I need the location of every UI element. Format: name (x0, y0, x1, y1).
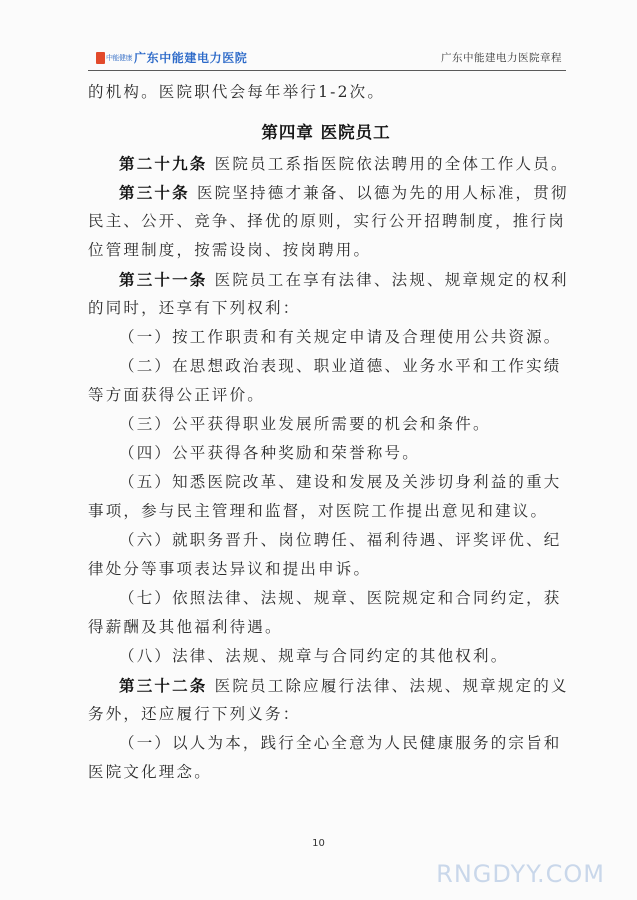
text-line (88, 584, 564, 613)
line-text: （五）知悉医院改革、建设和发展及关涉切身利益的重大 (119, 473, 562, 491)
text-line (88, 700, 564, 729)
line-text: 医院坚持德才兼备、以德为先的用人标准，贯彻 (189, 184, 569, 202)
logo-mark-icon: 中能健康 (96, 52, 126, 64)
text-line (88, 207, 564, 236)
line-text: （七）依照法律、法规、规章、医院规定和合同约定，获 (119, 589, 562, 607)
chapter-heading: 第四章 医院员工 (261, 123, 391, 142)
line-text: （三）公平获得职业发展所需要的机会和条件。 (119, 415, 491, 433)
line-text: 民主、公开、竞争、择优的原则，实行公开招聘制度，推行岗 (88, 212, 566, 230)
article-number: 第三十条 (119, 183, 190, 202)
line-text: 医院文化理念。 (88, 763, 212, 781)
line-text: 得薪酬及其他福利待遇。 (88, 618, 283, 636)
text-line (88, 236, 564, 265)
text-line (88, 294, 564, 323)
hospital-logo (96, 49, 247, 66)
document-body (88, 78, 569, 787)
text-line (88, 178, 569, 207)
line-text: 律处分等事项表达异议和提出申诉。 (88, 560, 372, 578)
line-text: 医院员工系指医院依法聘用的全体工作人员。 (207, 155, 569, 173)
text-line (88, 613, 564, 642)
line-text: （一）按工作职责和有关规定申请及合理使用公共资源。 (119, 328, 562, 346)
text-line (88, 78, 564, 107)
line-text: （八）法律、法规、规章与合同约定的其他权利。 (119, 647, 509, 665)
text-line (88, 323, 564, 352)
text-line (88, 439, 564, 468)
article-number: 第三十一条 (119, 270, 208, 289)
line-text: 事项，参与民主管理和监督，对医院工作提出意见和建议。 (88, 502, 549, 520)
header-divider (88, 70, 566, 71)
page-header (96, 46, 562, 68)
text-line (88, 671, 569, 700)
text-line (88, 265, 569, 294)
line-text: （六）就职务晋升、岗位聘任、福利待遇、评奖评优、纪 (119, 531, 562, 549)
text-line (88, 497, 564, 526)
text-line (88, 729, 564, 758)
text-line (88, 555, 564, 584)
article-number: 第二十九条 (119, 154, 208, 173)
line-text: （一）以人为本，践行全心全意为人民健康服务的宗旨和 (119, 734, 562, 752)
text-line (88, 381, 564, 410)
watermark: RNGDYY.COM (436, 860, 605, 888)
line-text: （四）公平获得各种奖励和荣誉称号。 (119, 444, 420, 462)
line-text: 医院员工除应履行法律、法规、规章规定的义 (207, 677, 569, 695)
page-number: 10 (312, 838, 325, 849)
line-text: 务外，还应履行下列义务： (88, 705, 301, 723)
line-text: 位管理制度，按需设岗、按岗聘用。 (88, 241, 372, 259)
document-title: 广东中能建电力医院章程 (441, 52, 562, 64)
text-line (88, 526, 564, 555)
line-text: 医院员工在享有法律、法规、规章规定的权利 (207, 271, 569, 289)
line-text: （二）在思想政治表现、职业道德、业务水平和工作实绩 (119, 357, 562, 375)
line-text: 等方面获得公正评价。 (88, 386, 266, 404)
text-line (88, 149, 569, 178)
text-line (88, 642, 564, 671)
text-line (88, 352, 564, 381)
line-text: 的机构。医院职代会每年举行1-2次。 (88, 83, 386, 101)
text-line (88, 758, 564, 787)
text-line (88, 468, 564, 497)
text-line (88, 410, 564, 439)
hospital-name: 广东中能建电力医院 (134, 51, 248, 65)
article-number: 第三十二条 (119, 676, 208, 695)
line-text: 的同时，还享有下列权利： (88, 299, 301, 317)
